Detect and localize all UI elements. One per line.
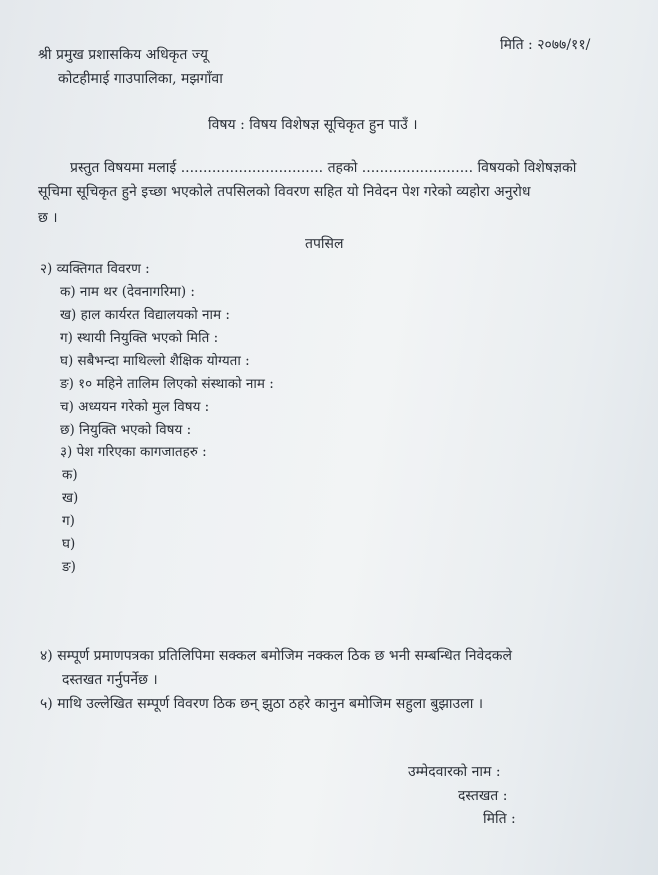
candidate-name-label: उम्मेदवारको नाम : [408,764,501,780]
signature-date-label: मिति : [483,811,516,827]
detail-item-qualification: घ) सबैभन्दा माथिल्लो शैक्षिक योग्यता : [60,353,250,369]
detail-item-appointed-subject: छ) नियुक्ति भएको विषय : [60,422,192,438]
subject-line: विषय : विषय विशेषज्ञ सूचिकृत हुन पाउँ । [208,117,418,133]
document-entry-ka: क) [62,467,78,483]
body-line-3: छ । [38,210,58,226]
detail-item-school: ख) हाल कार्यरत विद्यालयको नाम : [60,307,230,323]
document-entry-nga: ङ) [62,559,76,575]
tapasil-heading: तपसिल [305,236,344,252]
document-entry-gha: घ) [62,536,76,552]
section-4-line-1: ४) सम्पूर्ण प्रमाणपत्रका प्रतिलिपिमा सक्कल बमोजिम नक्कल ठिक छ भनी सम्बन्धित निवेदकले [40,648,512,664]
section-5: ५) माथि उल्लेखित सम्पूर्ण विवरण ठिक छन् झुठा ठहरे कानुन बमोजिम सहुला बुझाउला । [40,696,484,712]
body-line-2: सूचिमा सूचिकृत हुने इच्छा भएकोले तपसिलको विवरण सहित यो निवेदन पेश गरेको व्यहोरा अनुरोध [38,184,531,200]
addressee-line-1: श्री प्रमुख प्रशासकिय अधिकृत ज्यू [38,47,208,63]
detail-item-main-subject: च) अध्ययन गरेको मुल विषय : [60,399,210,415]
document-entry-ga: ग) [62,513,75,529]
section-3-heading: ३) पेश गरिएका कागजातहरु : [60,444,207,460]
detail-item-training: ङ) १० महिने तालिम लिएको संस्थाको नाम : [60,376,274,392]
detail-item-name: क) नाम थर (देवनागरिमा) : [60,284,195,300]
signature-label: दस्तखत : [458,788,508,804]
section-2-heading: २) व्यक्तिगत विवरण : [40,261,150,277]
document-entry-kha: ख) [62,490,79,506]
header-date: मिति : २०७७/११/ [500,37,591,53]
body-line-1: प्रस्तुत विषयमा मलाई ................................ तहको ......................... विषयको विशेषज्ञको [70,160,577,176]
detail-item-appointment-date: ग) स्थायी नियुक्ति भएको मिति : [60,330,219,346]
addressee-line-2: कोटहीमाई गाउपालिका, मझगाँवा [58,71,223,87]
section-4-line-2: दस्तखत गर्नुपर्नेछ । [62,672,158,688]
